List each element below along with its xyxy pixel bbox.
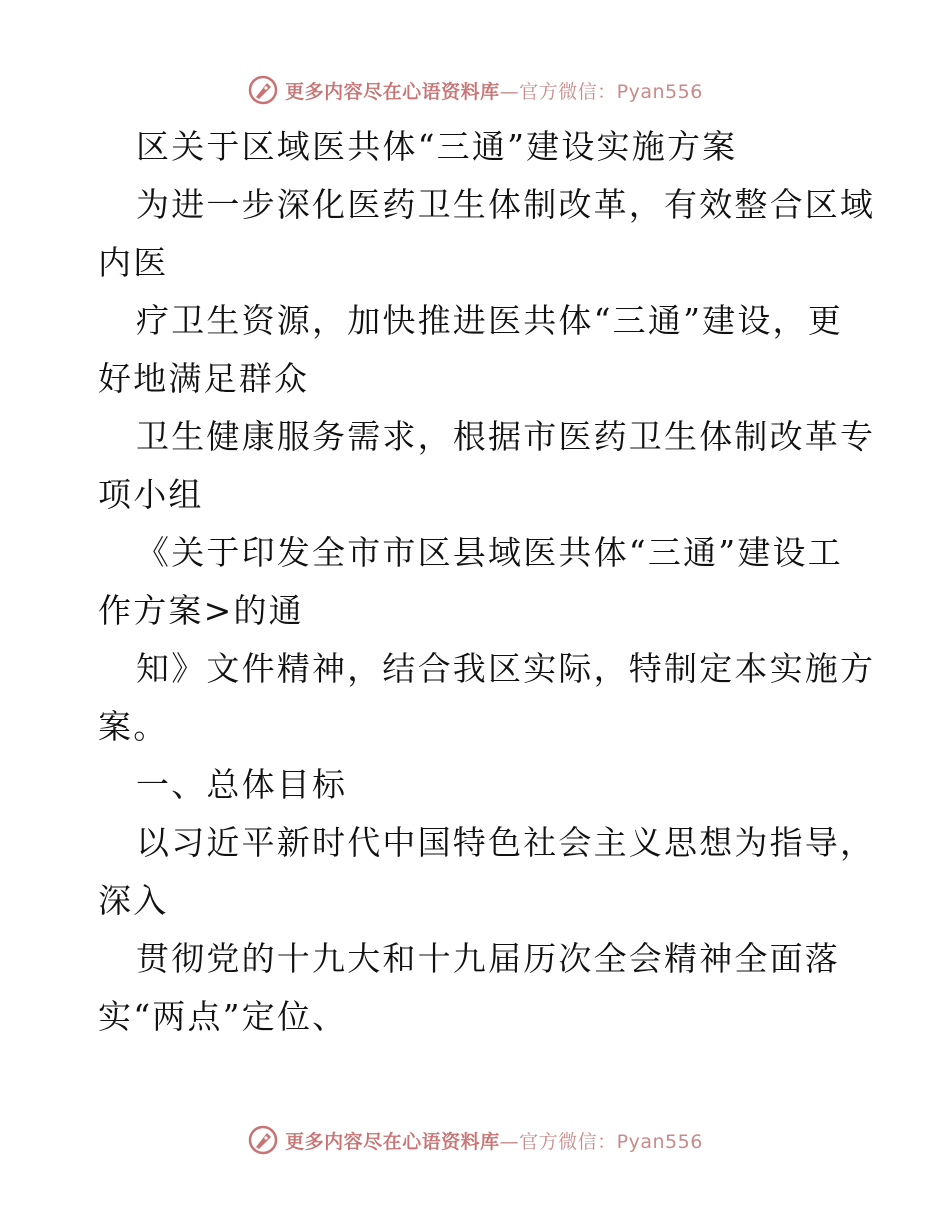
- paragraph-line: 贯彻党的十九大和十九届历次全会精神全面落: [136, 939, 840, 978]
- paragraph-line: 《关于印发全市市区县域医共体“三通”建设工: [136, 533, 843, 572]
- paragraph-line: 内医: [98, 243, 169, 282]
- pen-nib-logo-icon: [247, 1124, 279, 1156]
- paragraph-line: 实“两点”定位、: [98, 997, 348, 1036]
- pen-nib-logo-icon: [247, 74, 279, 106]
- watermark-header: [0, 72, 950, 108]
- watermark-suffix: —官方微信：Pyan556: [499, 80, 703, 103]
- paragraph-line: 卫生健康服务需求，根据市医药卫生体制改革专: [136, 417, 876, 456]
- document-title: 区关于区域医共体“三通”建设实施方案: [136, 127, 738, 166]
- document-body: [98, 118, 876, 1046]
- watermark-brand: 更多内容尽在心语资料库: [285, 1130, 500, 1153]
- paragraph-line: 疗卫生资源，加快推进医共体“三通”建设，更: [136, 301, 843, 340]
- paragraph-line: 深入: [98, 881, 169, 920]
- watermark-suffix: —官方微信：Pyan556: [499, 1130, 703, 1153]
- section-heading: 一、总体目标: [136, 765, 348, 804]
- paragraph-line: 作方案>的通: [98, 591, 304, 630]
- paragraph-line: 知》文件精神，结合我区实际，特制定本实施方: [136, 649, 876, 688]
- paragraph-line: 项小组: [98, 475, 204, 514]
- paragraph-line: 好地满足群众: [98, 359, 310, 398]
- paragraph-line: 为进一步深化医药卫生体制改革，有效整合区域: [136, 185, 876, 224]
- watermark-footer: [0, 1122, 950, 1158]
- paragraph-line: 案。: [98, 707, 169, 746]
- watermark-text: [285, 77, 703, 104]
- watermark-text: [285, 1127, 703, 1154]
- watermark-brand: 更多内容尽在心语资料库: [285, 80, 500, 103]
- paragraph-line: 以习近平新时代中国特色社会主义思想为指导，: [136, 823, 876, 862]
